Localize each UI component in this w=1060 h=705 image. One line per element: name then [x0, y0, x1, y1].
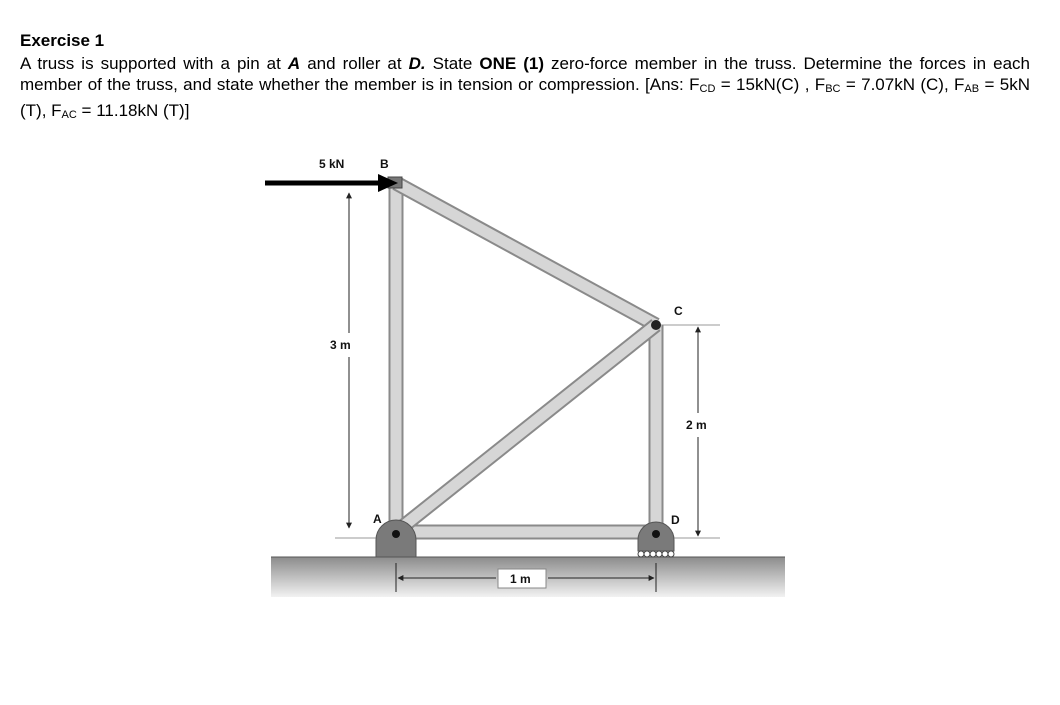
stmt-part-1: A truss is supported with a pin at — [20, 54, 288, 73]
dim-label-3m: 3 m — [330, 338, 351, 352]
stmt-roller-d: D. — [408, 54, 426, 73]
node-label-a: A — [373, 512, 382, 526]
pin-d — [652, 530, 660, 538]
stmt-part-2: and roller at — [300, 54, 409, 73]
dim-label-2m: 2 m — [686, 418, 707, 432]
node-label-c: C — [674, 304, 683, 318]
dim-label-1m: 1 m — [510, 572, 531, 586]
roller-support-d — [638, 522, 674, 557]
sub-ac: AC — [61, 109, 77, 121]
member-bc — [396, 183, 656, 325]
joint-c — [651, 320, 661, 330]
sub-ab: AB — [964, 83, 980, 95]
sub-cd: CD — [699, 83, 716, 95]
pin-support-a — [376, 520, 416, 557]
exercise-title: Exercise 1 — [20, 31, 105, 50]
stmt-pin-a: A — [287, 54, 301, 73]
pin-a — [392, 530, 400, 538]
force-label: 5 kN — [319, 157, 345, 171]
stmt-part-3: State — [425, 54, 480, 73]
sub-bc: BC — [825, 83, 841, 95]
stmt-part-7: = 5kN (T), F — [20, 75, 1030, 120]
stmt-part-5: = 15kN(C) , F — [715, 75, 826, 94]
member-ac — [396, 325, 656, 532]
stmt-part-6: = 7.07kN (C), F — [840, 75, 965, 94]
stmt-one: ONE (1) — [479, 54, 545, 73]
stmt-part-4: zero-force member in the truss. Determine the forces in each member of the truss, and state whether the member is in tension or compression. [Ans: F — [20, 54, 1031, 94]
truss-members — [396, 183, 656, 538]
stmt-part-8: = 11.18kN (T)] — [76, 101, 190, 120]
node-label-b: B — [380, 157, 389, 171]
force-arrow — [265, 174, 398, 192]
node-label-d: D — [671, 513, 680, 527]
